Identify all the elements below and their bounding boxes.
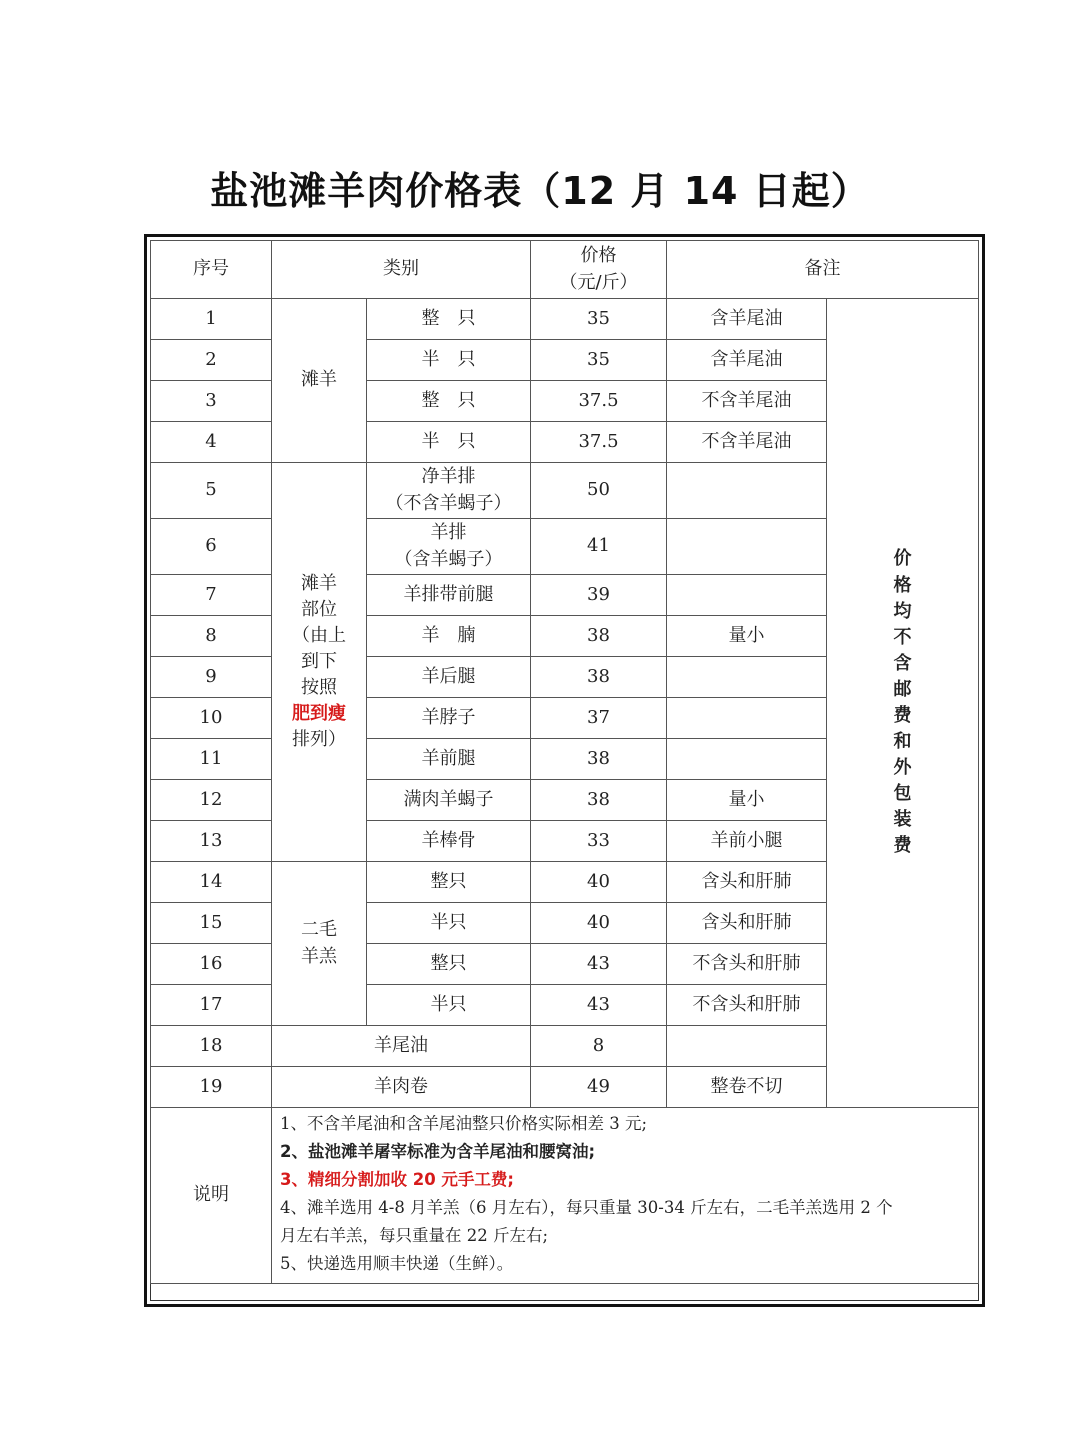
note-3: 3、精细分割加收 20 元手工费;: [280, 1170, 515, 1189]
group-parts: 滩羊 部位 （由上 到下 按照 肥到瘦 排列）: [272, 463, 367, 862]
row-item: 羊脖子: [367, 698, 531, 739]
row-item: 半只: [367, 985, 531, 1026]
row-price: 37.5: [531, 422, 667, 463]
row-no: 6: [151, 519, 272, 575]
row-item: 羊前腿: [367, 739, 531, 780]
row-price: 43: [531, 985, 667, 1026]
notes-row: [151, 1108, 979, 1284]
row-no: 2: [151, 340, 272, 381]
row-item: 羊排 （含羊蝎子）: [367, 519, 531, 575]
header-category: 类别: [272, 241, 531, 299]
price-table: [150, 240, 979, 1284]
row-no: 14: [151, 862, 272, 903]
note-4-cont: 月左右羊羔，每只重量在 22 斤左右;: [280, 1226, 549, 1245]
row-no: 10: [151, 698, 272, 739]
row-no: 1: [151, 299, 272, 340]
row-price: 39: [531, 575, 667, 616]
row-no: 8: [151, 616, 272, 657]
row-price: 8: [531, 1026, 667, 1067]
row-item: 半 只: [367, 422, 531, 463]
row-remark: 量小: [667, 616, 827, 657]
row-item: 半只: [367, 903, 531, 944]
row-price: 43: [531, 944, 667, 985]
row-remark: 含头和肝肺: [667, 862, 827, 903]
header-remark: 备注: [667, 241, 979, 299]
row-no: 11: [151, 739, 272, 780]
row-item: 羊肉卷: [272, 1067, 531, 1108]
row-remark: 量小: [667, 780, 827, 821]
row-no: 13: [151, 821, 272, 862]
row-price: 41: [531, 519, 667, 575]
row-item: 净羊排 （不含羊蝎子）: [367, 463, 531, 519]
table-row: [151, 299, 979, 340]
row-item: 整 只: [367, 299, 531, 340]
row-remark: [667, 739, 827, 780]
row-price: 49: [531, 1067, 667, 1108]
row-remark: 含羊尾油: [667, 340, 827, 381]
row-no: 9: [151, 657, 272, 698]
row-remark: 不含羊尾油: [667, 381, 827, 422]
row-no: 18: [151, 1026, 272, 1067]
row-price: 40: [531, 862, 667, 903]
row-no: 19: [151, 1067, 272, 1108]
row-remark: [667, 698, 827, 739]
row-remark: [667, 519, 827, 575]
page-title: 盐池滩羊肉价格表（12 月 14 日起）: [210, 169, 870, 213]
row-remark: 整卷不切: [667, 1067, 827, 1108]
row-remark: [667, 1026, 827, 1067]
row-item: 羊 腩: [367, 616, 531, 657]
row-remark: 含羊尾油: [667, 299, 827, 340]
row-price: 33: [531, 821, 667, 862]
note-1: 1、不含羊尾油和含羊尾油整只价格实际相差 3 元;: [280, 1114, 648, 1133]
row-remark: 羊前小腿: [667, 821, 827, 862]
note-5: 5、快递选用顺丰快递（生鲜）。: [280, 1254, 514, 1273]
row-price: 50: [531, 463, 667, 519]
row-price: 37: [531, 698, 667, 739]
row-item: 整 只: [367, 381, 531, 422]
row-no: 16: [151, 944, 272, 985]
row-price: 38: [531, 780, 667, 821]
row-item: 整只: [367, 944, 531, 985]
row-item: 整只: [367, 862, 531, 903]
row-no: 3: [151, 381, 272, 422]
notes-content: [272, 1108, 979, 1284]
row-price: 38: [531, 616, 667, 657]
row-price: 38: [531, 657, 667, 698]
row-no: 17: [151, 985, 272, 1026]
note-4: 4、滩羊选用 4-8 月羊羔（6 月左右），每只重量 30-34 斤左右，二毛羊羔选用 2 个: [280, 1198, 893, 1217]
header-no: 序号: [151, 241, 272, 299]
row-remark: [667, 463, 827, 519]
row-remark: 不含头和肝肺: [667, 985, 827, 1026]
side-note-no-shipping: 价 格 均 不 含 邮 费 和 外 包 装 费: [827, 299, 979, 1108]
row-no: 7: [151, 575, 272, 616]
row-price: 37.5: [531, 381, 667, 422]
row-no: 5: [151, 463, 272, 519]
row-price: 40: [531, 903, 667, 944]
row-no: 12: [151, 780, 272, 821]
row-no: 15: [151, 903, 272, 944]
group-ermao: 二毛 羊羔: [272, 862, 367, 1026]
parts-highlight: 肥到瘦: [292, 703, 346, 725]
row-item: 满肉羊蝎子: [367, 780, 531, 821]
row-remark: [667, 657, 827, 698]
row-remark: 不含头和肝肺: [667, 944, 827, 985]
table-header-row: [151, 241, 979, 299]
row-price: 38: [531, 739, 667, 780]
row-item: 羊排带前腿: [367, 575, 531, 616]
row-remark: [667, 575, 827, 616]
row-no: 4: [151, 422, 272, 463]
row-remark: 不含羊尾油: [667, 422, 827, 463]
header-price: 价格 （元/斤）: [531, 241, 667, 299]
note-2: 2、盐池滩羊屠宰标准为含羊尾油和腰窝油;: [280, 1142, 596, 1161]
group-tanyang: 滩羊: [272, 299, 367, 463]
row-item: 羊后腿: [367, 657, 531, 698]
row-item: 羊尾油: [272, 1026, 531, 1067]
row-item: 羊棒骨: [367, 821, 531, 862]
notes-label: 说明: [151, 1108, 272, 1284]
row-remark: 含头和肝肺: [667, 903, 827, 944]
row-price: 35: [531, 340, 667, 381]
row-price: 35: [531, 299, 667, 340]
row-item: 半 只: [367, 340, 531, 381]
